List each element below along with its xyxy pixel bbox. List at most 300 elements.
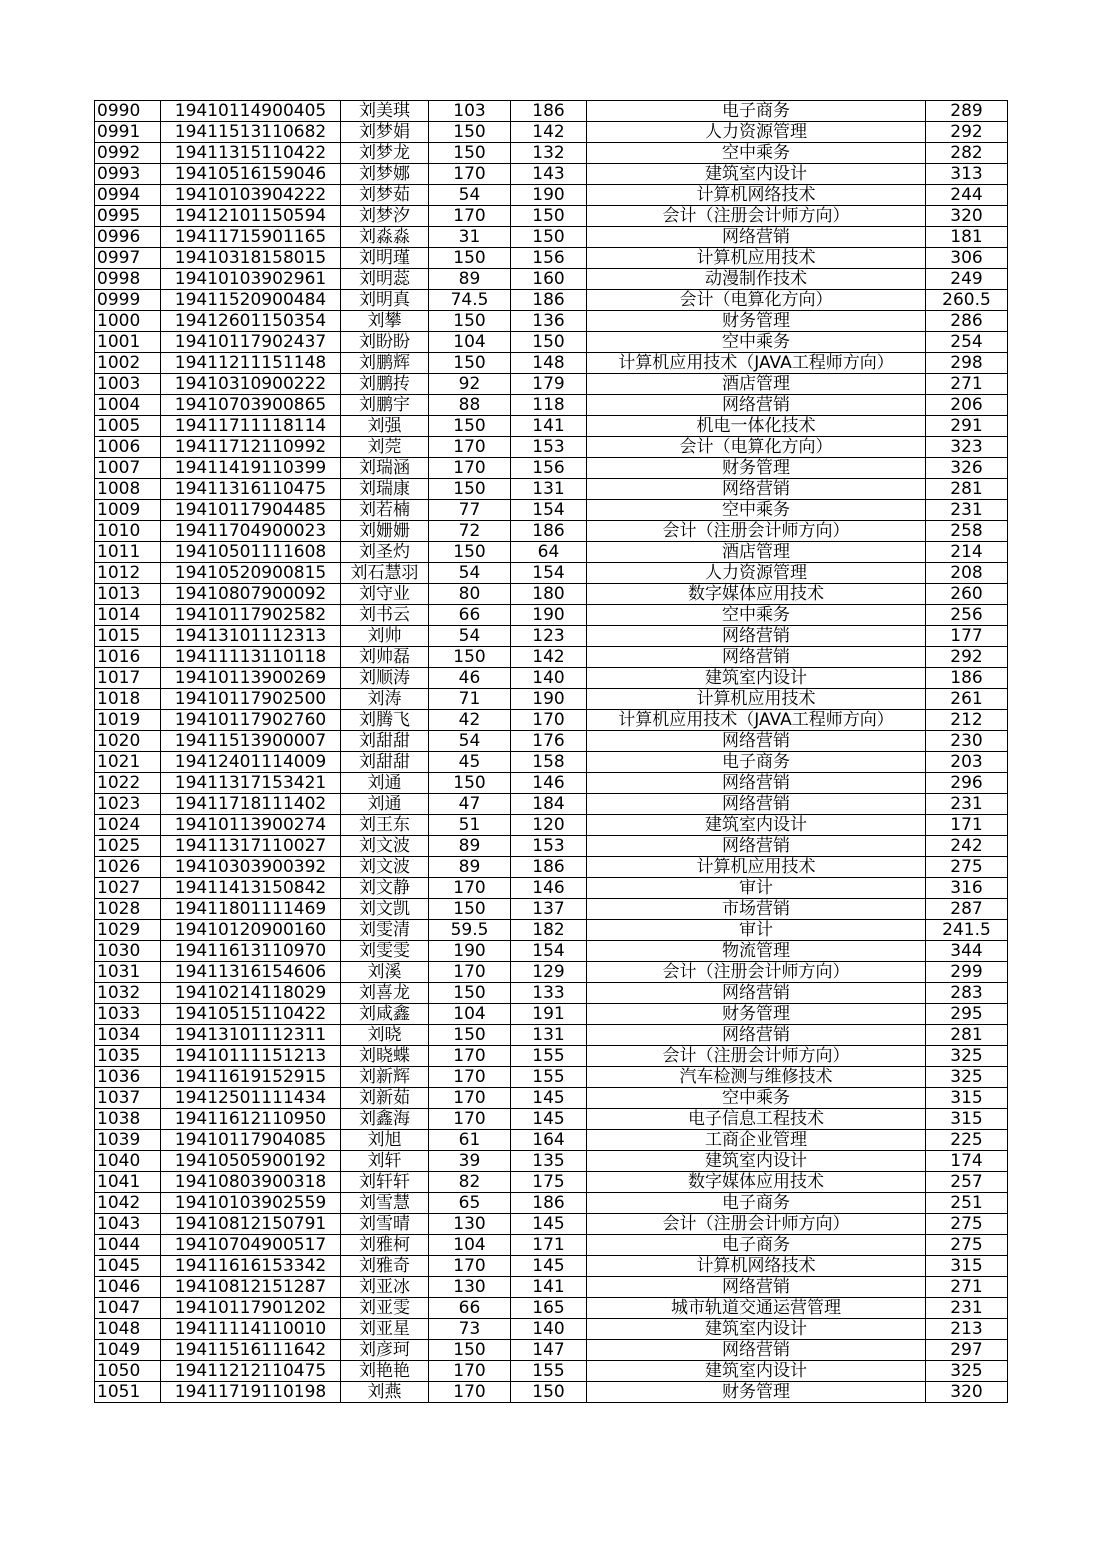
- major-cell: 空中乘务: [587, 332, 926, 353]
- score-a-cell: 104: [429, 1004, 511, 1025]
- name-cell: 刘石慧羽: [341, 563, 429, 584]
- score-a-cell: 54: [429, 563, 511, 584]
- table-row: [95, 290, 1008, 311]
- score-b-cell: 136: [511, 311, 587, 332]
- major-cell: 建筑室内设计: [587, 668, 926, 689]
- total-cell: 230: [926, 731, 1008, 752]
- exam-number-cell: 19410117904485: [161, 500, 341, 521]
- exam-number-cell: 19411413150842: [161, 878, 341, 899]
- exam-number-cell: 19411113110118: [161, 647, 341, 668]
- major-cell: 数字媒体应用技术: [587, 1172, 926, 1193]
- score-b-cell: 154: [511, 500, 587, 521]
- score-b-cell: 146: [511, 878, 587, 899]
- seq-cell: 0991: [95, 122, 161, 143]
- score-b-cell: 150: [511, 332, 587, 353]
- major-cell: 会计（电算化方向）: [587, 290, 926, 311]
- exam-number-cell: 19410303900392: [161, 857, 341, 878]
- major-cell: 物流管理: [587, 941, 926, 962]
- score-b-cell: 154: [511, 563, 587, 584]
- table-row: [95, 1214, 1008, 1235]
- table-row: [95, 983, 1008, 1004]
- total-cell: 282: [926, 143, 1008, 164]
- name-cell: 刘溪: [341, 962, 429, 983]
- exam-number-cell: 19413101112313: [161, 626, 341, 647]
- seq-cell: 1008: [95, 479, 161, 500]
- table-row: [95, 1004, 1008, 1025]
- table-row: [95, 185, 1008, 206]
- total-cell: 315: [926, 1088, 1008, 1109]
- name-cell: 刘淼淼: [341, 227, 429, 248]
- seq-cell: 1015: [95, 626, 161, 647]
- major-cell: 建筑室内设计: [587, 1319, 926, 1340]
- major-cell: 动漫制作技术: [587, 269, 926, 290]
- name-cell: 刘甜甜: [341, 731, 429, 752]
- major-cell: 机电一体化技术: [587, 416, 926, 437]
- score-b-cell: 186: [511, 521, 587, 542]
- seq-cell: 1016: [95, 647, 161, 668]
- seq-cell: 1000: [95, 311, 161, 332]
- score-a-cell: 170: [429, 437, 511, 458]
- major-cell: 网络营销: [587, 395, 926, 416]
- exam-number-cell: 19411212110475: [161, 1361, 341, 1382]
- major-cell: 网络营销: [587, 1025, 926, 1046]
- score-a-cell: 170: [429, 1046, 511, 1067]
- name-cell: 刘喜龙: [341, 983, 429, 1004]
- exam-number-cell: 19411513110682: [161, 122, 341, 143]
- exam-number-cell: 19411801111469: [161, 899, 341, 920]
- score-b-cell: 155: [511, 1067, 587, 1088]
- exam-number-cell: 19410117901202: [161, 1298, 341, 1319]
- score-b-cell: 153: [511, 836, 587, 857]
- seq-cell: 1001: [95, 332, 161, 353]
- score-a-cell: 103: [429, 101, 511, 122]
- total-cell: 298: [926, 353, 1008, 374]
- total-cell: 313: [926, 164, 1008, 185]
- major-cell: 网络营销: [587, 836, 926, 857]
- table-row: [95, 857, 1008, 878]
- name-cell: 刘圣灼: [341, 542, 429, 563]
- major-cell: 会计（注册会计师方向）: [587, 1214, 926, 1235]
- name-cell: 刘轩轩: [341, 1172, 429, 1193]
- score-a-cell: 150: [429, 983, 511, 1004]
- seq-cell: 1011: [95, 542, 161, 563]
- score-a-cell: 66: [429, 1298, 511, 1319]
- table-row: [95, 500, 1008, 521]
- major-cell: 审计: [587, 920, 926, 941]
- name-cell: 刘帅: [341, 626, 429, 647]
- total-cell: 315: [926, 1109, 1008, 1130]
- name-cell: 刘通: [341, 794, 429, 815]
- table-row: [95, 227, 1008, 248]
- seq-cell: 0999: [95, 290, 161, 311]
- score-b-cell: 184: [511, 794, 587, 815]
- table-row: [95, 1151, 1008, 1172]
- score-a-cell: 45: [429, 752, 511, 773]
- seq-cell: 1044: [95, 1235, 161, 1256]
- score-a-cell: 170: [429, 878, 511, 899]
- exam-number-cell: 19410117902582: [161, 605, 341, 626]
- table-row: [95, 1361, 1008, 1382]
- total-cell: 254: [926, 332, 1008, 353]
- score-a-cell: 31: [429, 227, 511, 248]
- score-a-cell: 170: [429, 1109, 511, 1130]
- name-cell: 刘瑞涵: [341, 458, 429, 479]
- exam-number-cell: 19410318158015: [161, 248, 341, 269]
- name-cell: 刘美琪: [341, 101, 429, 122]
- seq-cell: 1005: [95, 416, 161, 437]
- table-row: [95, 794, 1008, 815]
- score-b-cell: 150: [511, 227, 587, 248]
- score-a-cell: 150: [429, 899, 511, 920]
- name-cell: 刘鹏宇: [341, 395, 429, 416]
- total-cell: 260: [926, 584, 1008, 605]
- seq-cell: 1002: [95, 353, 161, 374]
- major-cell: 建筑室内设计: [587, 1151, 926, 1172]
- exam-number-cell: 19410113900274: [161, 815, 341, 836]
- name-cell: 刘晓蝶: [341, 1046, 429, 1067]
- seq-cell: 1051: [95, 1382, 161, 1403]
- exam-number-cell: 19410103902961: [161, 269, 341, 290]
- exam-number-cell: 19410515110422: [161, 1004, 341, 1025]
- table-row: [95, 311, 1008, 332]
- exam-number-cell: 19411315110422: [161, 143, 341, 164]
- score-b-cell: 160: [511, 269, 587, 290]
- name-cell: 刘旭: [341, 1130, 429, 1151]
- name-cell: 刘雅奇: [341, 1256, 429, 1277]
- table-row: [95, 773, 1008, 794]
- major-cell: 网络营销: [587, 1340, 926, 1361]
- score-a-cell: 59.5: [429, 920, 511, 941]
- table-row: [95, 668, 1008, 689]
- score-a-cell: 104: [429, 332, 511, 353]
- major-cell: 财务管理: [587, 1382, 926, 1403]
- total-cell: 275: [926, 1235, 1008, 1256]
- table-row: [95, 143, 1008, 164]
- exam-number-cell: 19410704900517: [161, 1235, 341, 1256]
- score-b-cell: 132: [511, 143, 587, 164]
- exam-number-cell: 19410117902437: [161, 332, 341, 353]
- total-cell: 320: [926, 1382, 1008, 1403]
- table-row: [95, 647, 1008, 668]
- seq-cell: 1010: [95, 521, 161, 542]
- total-cell: 287: [926, 899, 1008, 920]
- seq-cell: 1030: [95, 941, 161, 962]
- table-row: [95, 1277, 1008, 1298]
- major-cell: 汽车检测与维修技术: [587, 1067, 926, 1088]
- score-b-cell: 164: [511, 1130, 587, 1151]
- name-cell: 刘轩: [341, 1151, 429, 1172]
- table-row: [95, 752, 1008, 773]
- score-b-cell: 64: [511, 542, 587, 563]
- score-a-cell: 150: [429, 647, 511, 668]
- score-a-cell: 150: [429, 1025, 511, 1046]
- major-cell: 网络营销: [587, 1277, 926, 1298]
- table-row: [95, 206, 1008, 227]
- total-cell: 297: [926, 1340, 1008, 1361]
- score-b-cell: 141: [511, 1277, 587, 1298]
- major-cell: 空中乘务: [587, 605, 926, 626]
- name-cell: 刘守业: [341, 584, 429, 605]
- name-cell: 刘雪晴: [341, 1214, 429, 1235]
- score-b-cell: 129: [511, 962, 587, 983]
- total-cell: 323: [926, 437, 1008, 458]
- name-cell: 刘书云: [341, 605, 429, 626]
- exam-number-cell: 19411612110950: [161, 1109, 341, 1130]
- table-row: [95, 521, 1008, 542]
- major-cell: 建筑室内设计: [587, 164, 926, 185]
- exam-number-cell: 19411317153421: [161, 773, 341, 794]
- name-cell: 刘顺涛: [341, 668, 429, 689]
- seq-cell: 1026: [95, 857, 161, 878]
- score-b-cell: 150: [511, 1382, 587, 1403]
- table-row: [95, 1025, 1008, 1046]
- score-a-cell: 66: [429, 605, 511, 626]
- major-cell: 电子商务: [587, 101, 926, 122]
- total-cell: 296: [926, 773, 1008, 794]
- name-cell: 刘明瑾: [341, 248, 429, 269]
- score-a-cell: 88: [429, 395, 511, 416]
- table-row: [95, 269, 1008, 290]
- table-row: [95, 101, 1008, 122]
- total-cell: 344: [926, 941, 1008, 962]
- name-cell: 刘亚雯: [341, 1298, 429, 1319]
- total-cell: 306: [926, 248, 1008, 269]
- score-b-cell: 148: [511, 353, 587, 374]
- table-row: [95, 1319, 1008, 1340]
- score-b-cell: 171: [511, 1235, 587, 1256]
- total-cell: 251: [926, 1193, 1008, 1214]
- major-cell: 财务管理: [587, 1004, 926, 1025]
- total-cell: 181: [926, 227, 1008, 248]
- score-a-cell: 170: [429, 458, 511, 479]
- name-cell: 刘攀: [341, 311, 429, 332]
- total-cell: 208: [926, 563, 1008, 584]
- score-b-cell: 140: [511, 1319, 587, 1340]
- score-a-cell: 150: [429, 122, 511, 143]
- score-b-cell: 141: [511, 416, 587, 437]
- exam-number-cell: 19413101112311: [161, 1025, 341, 1046]
- table-row: [95, 437, 1008, 458]
- name-cell: 刘强: [341, 416, 429, 437]
- score-a-cell: 170: [429, 1088, 511, 1109]
- major-cell: 空中乘务: [587, 143, 926, 164]
- name-cell: 刘文凯: [341, 899, 429, 920]
- score-a-cell: 104: [429, 1235, 511, 1256]
- exam-number-cell: 19411114110010: [161, 1319, 341, 1340]
- major-cell: 酒店管理: [587, 374, 926, 395]
- table-row: [95, 836, 1008, 857]
- seq-cell: 1050: [95, 1361, 161, 1382]
- name-cell: 刘瑞康: [341, 479, 429, 500]
- total-cell: 225: [926, 1130, 1008, 1151]
- name-cell: 刘梦汐: [341, 206, 429, 227]
- score-b-cell: 155: [511, 1046, 587, 1067]
- name-cell: 刘姗姗: [341, 521, 429, 542]
- score-a-cell: 170: [429, 164, 511, 185]
- seq-cell: 1032: [95, 983, 161, 1004]
- score-b-cell: 140: [511, 668, 587, 689]
- score-b-cell: 191: [511, 1004, 587, 1025]
- exam-number-cell: 19410803900318: [161, 1172, 341, 1193]
- table-row: [95, 1235, 1008, 1256]
- score-b-cell: 170: [511, 710, 587, 731]
- table-row: [95, 1382, 1008, 1403]
- total-cell: 249: [926, 269, 1008, 290]
- seq-cell: 1022: [95, 773, 161, 794]
- major-cell: 工商企业管理: [587, 1130, 926, 1151]
- total-cell: 256: [926, 605, 1008, 626]
- major-cell: 会计（电算化方向）: [587, 437, 926, 458]
- total-cell: 325: [926, 1067, 1008, 1088]
- exam-number-cell: 19410103904222: [161, 185, 341, 206]
- score-a-cell: 65: [429, 1193, 511, 1214]
- score-a-cell: 82: [429, 1172, 511, 1193]
- total-cell: 174: [926, 1151, 1008, 1172]
- name-cell: 刘文静: [341, 878, 429, 899]
- total-cell: 275: [926, 857, 1008, 878]
- total-cell: 289: [926, 101, 1008, 122]
- major-cell: 计算机应用技术: [587, 248, 926, 269]
- seq-cell: 1028: [95, 899, 161, 920]
- name-cell: 刘盼盼: [341, 332, 429, 353]
- table-row: [95, 584, 1008, 605]
- seq-cell: 0993: [95, 164, 161, 185]
- table-row: [95, 416, 1008, 437]
- score-b-cell: 150: [511, 206, 587, 227]
- exam-number-cell: 19411619152915: [161, 1067, 341, 1088]
- total-cell: 325: [926, 1361, 1008, 1382]
- exam-number-cell: 19410111151213: [161, 1046, 341, 1067]
- exam-number-cell: 19411704900023: [161, 521, 341, 542]
- score-b-cell: 131: [511, 1025, 587, 1046]
- table-row: [95, 920, 1008, 941]
- name-cell: 刘文波: [341, 857, 429, 878]
- score-b-cell: 137: [511, 899, 587, 920]
- seq-cell: 1024: [95, 815, 161, 836]
- score-a-cell: 89: [429, 269, 511, 290]
- seq-cell: 1003: [95, 374, 161, 395]
- table-row: [95, 731, 1008, 752]
- seq-cell: 1043: [95, 1214, 161, 1235]
- major-cell: 计算机应用技术: [587, 689, 926, 710]
- name-cell: 刘咸鑫: [341, 1004, 429, 1025]
- exam-number-cell: 19411718111402: [161, 794, 341, 815]
- total-cell: 213: [926, 1319, 1008, 1340]
- major-cell: 计算机应用技术（JAVA工程师方向）: [587, 353, 926, 374]
- table-row: [95, 1193, 1008, 1214]
- total-cell: 260.5: [926, 290, 1008, 311]
- table-row: [95, 374, 1008, 395]
- total-cell: 231: [926, 794, 1008, 815]
- name-cell: 刘晓: [341, 1025, 429, 1046]
- seq-cell: 1019: [95, 710, 161, 731]
- total-cell: 283: [926, 983, 1008, 1004]
- name-cell: 刘涛: [341, 689, 429, 710]
- score-b-cell: 179: [511, 374, 587, 395]
- total-cell: 212: [926, 710, 1008, 731]
- name-cell: 刘亚星: [341, 1319, 429, 1340]
- seq-cell: 0996: [95, 227, 161, 248]
- score-a-cell: 42: [429, 710, 511, 731]
- score-b-cell: 190: [511, 185, 587, 206]
- name-cell: 刘通: [341, 773, 429, 794]
- score-b-cell: 165: [511, 1298, 587, 1319]
- table-row: [95, 1067, 1008, 1088]
- score-a-cell: 190: [429, 941, 511, 962]
- name-cell: 刘王东: [341, 815, 429, 836]
- name-cell: 刘雪慧: [341, 1193, 429, 1214]
- name-cell: 刘鹏抟: [341, 374, 429, 395]
- score-a-cell: 89: [429, 836, 511, 857]
- major-cell: 建筑室内设计: [587, 815, 926, 836]
- table-row: [95, 563, 1008, 584]
- seq-cell: 1049: [95, 1340, 161, 1361]
- table-row: [95, 353, 1008, 374]
- exam-number-cell: 19410117902500: [161, 689, 341, 710]
- score-b-cell: 123: [511, 626, 587, 647]
- total-cell: 299: [926, 962, 1008, 983]
- score-a-cell: 170: [429, 962, 511, 983]
- score-b-cell: 154: [511, 941, 587, 962]
- score-a-cell: 54: [429, 626, 511, 647]
- table-row: [95, 941, 1008, 962]
- score-b-cell: 175: [511, 1172, 587, 1193]
- name-cell: 刘亚冰: [341, 1277, 429, 1298]
- table-row: [95, 962, 1008, 983]
- exam-number-cell: 19410103902559: [161, 1193, 341, 1214]
- score-b-cell: 153: [511, 437, 587, 458]
- score-a-cell: 80: [429, 584, 511, 605]
- name-cell: 刘鑫海: [341, 1109, 429, 1130]
- seq-cell: 0992: [95, 143, 161, 164]
- name-cell: 刘若楠: [341, 500, 429, 521]
- table-row: [95, 1046, 1008, 1067]
- table-row: [95, 1130, 1008, 1151]
- total-cell: 325: [926, 1046, 1008, 1067]
- major-cell: 计算机网络技术: [587, 1256, 926, 1277]
- table-row: [95, 1109, 1008, 1130]
- table-row: [95, 1256, 1008, 1277]
- name-cell: 刘梦娟: [341, 122, 429, 143]
- major-cell: 网络营销: [587, 983, 926, 1004]
- seq-cell: 1027: [95, 878, 161, 899]
- major-cell: 市场营销: [587, 899, 926, 920]
- score-a-cell: 170: [429, 206, 511, 227]
- exam-number-cell: 19410117902760: [161, 710, 341, 731]
- score-a-cell: 150: [429, 416, 511, 437]
- exam-number-cell: 19411711118114: [161, 416, 341, 437]
- table-row: [95, 878, 1008, 899]
- table-row: [95, 479, 1008, 500]
- score-a-cell: 74.5: [429, 290, 511, 311]
- name-cell: 刘雯清: [341, 920, 429, 941]
- score-a-cell: 47: [429, 794, 511, 815]
- major-cell: 数字媒体应用技术: [587, 584, 926, 605]
- total-cell: 231: [926, 500, 1008, 521]
- exam-number-cell: 19411317110027: [161, 836, 341, 857]
- total-cell: 203: [926, 752, 1008, 773]
- score-b-cell: 156: [511, 458, 587, 479]
- name-cell: 刘燕: [341, 1382, 429, 1403]
- total-cell: 261: [926, 689, 1008, 710]
- score-a-cell: 150: [429, 311, 511, 332]
- total-cell: 292: [926, 647, 1008, 668]
- score-a-cell: 150: [429, 542, 511, 563]
- seq-cell: 1036: [95, 1067, 161, 1088]
- major-cell: 财务管理: [587, 311, 926, 332]
- score-a-cell: 130: [429, 1214, 511, 1235]
- score-b-cell: 143: [511, 164, 587, 185]
